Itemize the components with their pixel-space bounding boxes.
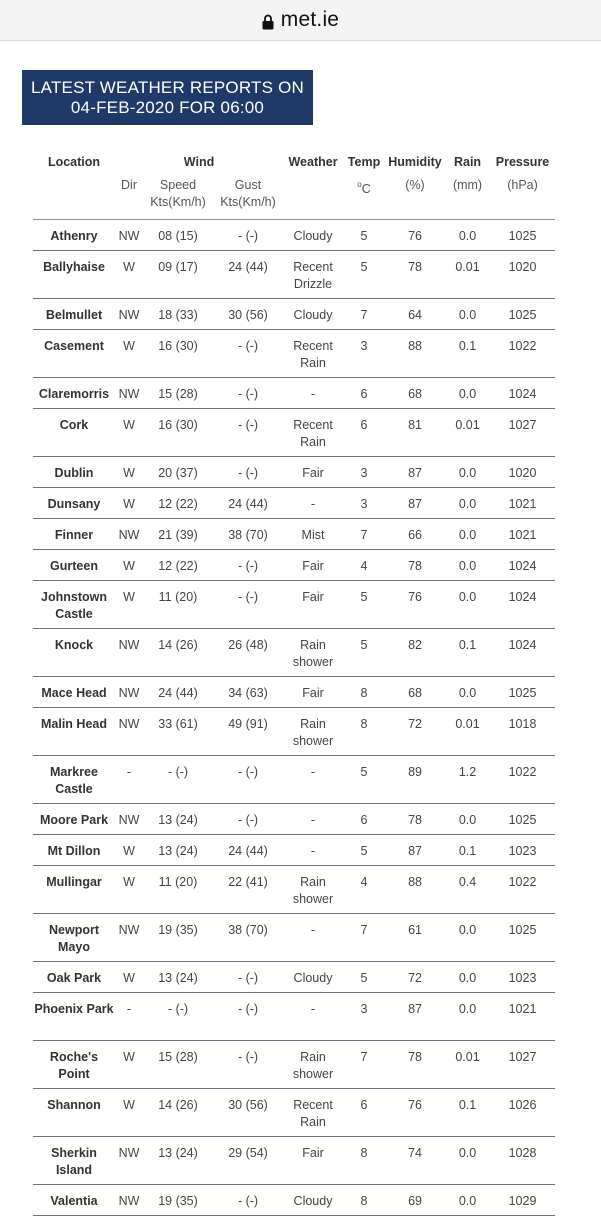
cell-temp: 3 — [343, 993, 385, 1041]
cell-rain: 0.0 — [445, 378, 490, 409]
cell-humidity: 68 — [385, 677, 445, 708]
cell-wind-gust: 30 (56) — [213, 299, 283, 330]
cell-wind-dir: NW — [115, 1185, 143, 1216]
cell-location: Ballyhaise — [33, 251, 115, 299]
cell-pressure: 1025 — [490, 220, 555, 251]
cell-humidity: 69 — [385, 1185, 445, 1216]
cell-rain: 0.0 — [445, 519, 490, 550]
cell-humidity: 87 — [385, 993, 445, 1041]
cell-temp: 5 — [343, 962, 385, 993]
cell-humidity: 72 — [385, 962, 445, 993]
cell-wind-gust: - (-) — [213, 1041, 283, 1089]
cell-wind-speed: 19 (35) — [143, 914, 213, 962]
cell-wind-speed: 13 (24) — [143, 835, 213, 866]
table-row — [33, 804, 555, 835]
lock-icon — [262, 12, 274, 28]
cell-location: Casement — [33, 330, 115, 378]
cell-humidity: 78 — [385, 251, 445, 299]
cell-location: Athenry — [33, 220, 115, 251]
subheader-pressure-unit: (hPa) — [490, 176, 555, 220]
cell-wind-dir: W — [115, 330, 143, 378]
cell-temp: 5 — [343, 835, 385, 866]
cell-wind-speed: 18 (33) — [143, 299, 213, 330]
cell-weather: Rain shower — [283, 1041, 343, 1089]
cell-wind-speed: - (-) — [143, 756, 213, 804]
cell-location: Sherkin Island — [33, 1137, 115, 1185]
cell-pressure: 1020 — [490, 457, 555, 488]
url-display[interactable] — [262, 8, 339, 32]
table-row — [33, 409, 555, 457]
header-location: Location — [47, 155, 101, 169]
cell-wind-speed: 12 (22) — [143, 550, 213, 581]
table-row — [33, 581, 555, 629]
cell-wind-speed: - (-) — [143, 993, 213, 1041]
browser-address-bar[interactable] — [0, 0, 601, 41]
cell-weather: Recent Rain — [283, 409, 343, 457]
cell-temp: 7 — [343, 914, 385, 962]
subheader-weather-empty — [283, 176, 343, 220]
cell-wind-dir: W — [115, 962, 143, 993]
cell-wind-gust: - (-) — [213, 962, 283, 993]
cell-pressure: 1024 — [490, 629, 555, 677]
cell-wind-dir: W — [115, 866, 143, 914]
table-row — [33, 519, 555, 550]
cell-temp: 8 — [343, 1137, 385, 1185]
cell-wind-dir: W — [115, 1089, 143, 1137]
cell-location: Dunsany — [33, 488, 115, 519]
cell-wind-dir: NW — [115, 677, 143, 708]
cell-wind-gust: 38 (70) — [213, 519, 283, 550]
subheader-rain-unit: (mm) — [445, 176, 490, 220]
cell-pressure: 1025 — [490, 677, 555, 708]
cell-wind-gust: - (-) — [213, 330, 283, 378]
cell-wind-gust: - (-) — [213, 378, 283, 409]
cell-temp: 3 — [343, 488, 385, 519]
table-row — [33, 457, 555, 488]
cell-temp: 6 — [343, 378, 385, 409]
cell-temp: 4 — [343, 866, 385, 914]
cell-pressure: 1024 — [490, 581, 555, 629]
cell-rain: 0.01 — [445, 409, 490, 457]
table-row — [33, 488, 555, 519]
cell-pressure: 1021 — [490, 993, 555, 1041]
banner-title-line1: LATEST WEATHER REPORTS ON — [31, 78, 304, 97]
cell-pressure: 1022 — [490, 756, 555, 804]
cell-location: Dublin — [33, 457, 115, 488]
cell-pressure: 1022 — [490, 330, 555, 378]
cell-pressure: 1025 — [490, 804, 555, 835]
table-row — [33, 251, 555, 299]
cell-wind-speed: 33 (61) — [143, 708, 213, 756]
cell-weather: - — [283, 993, 343, 1041]
cell-wind-dir: NW — [115, 629, 143, 677]
cell-wind-dir: W — [115, 835, 143, 866]
cell-wind-gust: 26 (48) — [213, 629, 283, 677]
header-weather: Weather — [288, 155, 338, 169]
cell-wind-gust: 49 (91) — [213, 708, 283, 756]
cell-humidity: 88 — [385, 866, 445, 914]
cell-rain: 0.0 — [445, 1137, 490, 1185]
cell-rain: 0.1 — [445, 330, 490, 378]
cell-weather: - — [283, 488, 343, 519]
cell-location: Knock — [33, 629, 115, 677]
cell-temp: 8 — [343, 1185, 385, 1216]
cell-wind-speed: 15 (28) — [143, 378, 213, 409]
cell-rain: 0.1 — [445, 1089, 490, 1137]
cell-wind-dir: NW — [115, 708, 143, 756]
cell-weather: Fair — [283, 1137, 343, 1185]
cell-rain: 0.01 — [445, 1041, 490, 1089]
cell-weather: Fair — [283, 677, 343, 708]
cell-rain: 0.0 — [445, 993, 490, 1041]
cell-humidity: 81 — [385, 409, 445, 457]
subheader-temp-unit — [343, 176, 385, 220]
cell-wind-dir: W — [115, 581, 143, 629]
cell-weather: Cloudy — [283, 1185, 343, 1216]
cell-rain: 0.4 — [445, 866, 490, 914]
cell-weather: Cloudy — [283, 962, 343, 993]
cell-temp: 6 — [343, 1089, 385, 1137]
cell-humidity: 78 — [385, 804, 445, 835]
cell-wind-dir: NW — [115, 804, 143, 835]
cell-rain: 0.01 — [445, 708, 490, 756]
cell-wind-speed: 15 (28) — [143, 1041, 213, 1089]
cell-wind-speed: 08 (15) — [143, 220, 213, 251]
table-row — [33, 220, 555, 251]
cell-wind-dir: W — [115, 409, 143, 457]
subheader-gust — [213, 176, 283, 220]
table-row — [33, 378, 555, 409]
cell-rain: 0.1 — [445, 629, 490, 677]
cell-humidity: 78 — [385, 550, 445, 581]
cell-wind-dir: W — [115, 1041, 143, 1089]
cell-rain: 0.0 — [445, 299, 490, 330]
header-temp: Temp — [347, 155, 381, 169]
cell-wind-dir: - — [115, 993, 143, 1041]
cell-wind-speed: 12 (22) — [143, 488, 213, 519]
table-subheader-row — [33, 176, 555, 220]
table-row — [33, 677, 555, 708]
cell-wind-gust: 24 (44) — [213, 835, 283, 866]
cell-location: Finner — [33, 519, 115, 550]
cell-pressure: 1023 — [490, 835, 555, 866]
cell-location: Gurteen — [33, 550, 115, 581]
cell-wind-dir: W — [115, 251, 143, 299]
cell-location: Oak Park — [33, 962, 115, 993]
cell-humidity: 78 — [385, 1041, 445, 1089]
cell-wind-speed: 13 (24) — [143, 1137, 213, 1185]
cell-temp: 4 — [343, 550, 385, 581]
celsius-label: C — [361, 182, 371, 197]
cell-location: Mullingar — [33, 866, 115, 914]
subheader-speed — [143, 176, 213, 220]
table-row — [33, 993, 555, 1041]
cell-wind-gust: - (-) — [213, 993, 283, 1041]
cell-humidity: 66 — [385, 519, 445, 550]
report-title-banner — [22, 70, 313, 125]
table-row — [33, 1089, 555, 1137]
cell-humidity: 68 — [385, 378, 445, 409]
cell-wind-gust: - (-) — [213, 756, 283, 804]
cell-humidity: 72 — [385, 708, 445, 756]
header-rain: Rain — [453, 155, 482, 169]
cell-pressure: 1018 — [490, 708, 555, 756]
cell-weather: Fair — [283, 457, 343, 488]
cell-rain: 0.1 — [445, 835, 490, 866]
cell-temp: 8 — [343, 708, 385, 756]
cell-rain: 0.0 — [445, 581, 490, 629]
cell-wind-gust: - (-) — [213, 409, 283, 457]
cell-location: Claremorris — [33, 378, 115, 409]
cell-wind-gust: - (-) — [213, 457, 283, 488]
cell-humidity: 87 — [385, 457, 445, 488]
cell-weather: Cloudy — [283, 220, 343, 251]
cell-wind-speed: 19 (35) — [143, 1185, 213, 1216]
cell-rain: 0.0 — [445, 804, 490, 835]
table-row — [33, 1041, 555, 1089]
cell-weather: - — [283, 378, 343, 409]
url-text: met.ie — [280, 8, 340, 31]
cell-location: Markree Castle — [33, 756, 115, 804]
cell-pressure: 1024 — [490, 550, 555, 581]
subheader-speed-unit: Kts(Km/h) — [150, 195, 206, 209]
cell-weather: Rain shower — [283, 629, 343, 677]
cell-temp: 7 — [343, 1041, 385, 1089]
cell-pressure: 1021 — [490, 519, 555, 550]
cell-humidity: 82 — [385, 629, 445, 677]
cell-temp: 3 — [343, 330, 385, 378]
cell-wind-gust: - (-) — [213, 550, 283, 581]
cell-rain: 0.01 — [445, 251, 490, 299]
cell-wind-speed: 13 (24) — [143, 804, 213, 835]
header-pressure: Pressure — [495, 155, 550, 169]
cell-pressure: 1024 — [490, 378, 555, 409]
cell-wind-dir: NW — [115, 378, 143, 409]
subheader-gust-unit: Kts(Km/h) — [220, 195, 276, 209]
cell-humidity: 61 — [385, 914, 445, 962]
cell-wind-speed: 11 (20) — [143, 866, 213, 914]
table-row — [33, 1137, 555, 1185]
cell-temp: 5 — [343, 581, 385, 629]
table-row — [33, 914, 555, 962]
cell-wind-gust: 24 (44) — [213, 251, 283, 299]
table-row — [33, 962, 555, 993]
cell-weather: Cloudy — [283, 299, 343, 330]
cell-temp: 5 — [343, 220, 385, 251]
cell-humidity: 64 — [385, 299, 445, 330]
cell-wind-speed: 11 (20) — [143, 581, 213, 629]
header-humidity: Humidity — [388, 155, 442, 169]
cell-wind-speed: 09 (17) — [143, 251, 213, 299]
cell-wind-gust: 34 (63) — [213, 677, 283, 708]
cell-weather: Rain shower — [283, 866, 343, 914]
table-row — [33, 299, 555, 330]
table-row — [33, 708, 555, 756]
cell-wind-speed: 24 (44) — [143, 677, 213, 708]
cell-location: Roche's Point — [33, 1041, 115, 1089]
cell-pressure: 1026 — [490, 1089, 555, 1137]
table-row — [33, 550, 555, 581]
cell-humidity: 74 — [385, 1137, 445, 1185]
cell-location: Valentia — [33, 1185, 115, 1216]
cell-wind-dir: - — [115, 756, 143, 804]
table-row — [33, 835, 555, 866]
cell-humidity: 76 — [385, 581, 445, 629]
cell-humidity: 76 — [385, 220, 445, 251]
cell-wind-dir: NW — [115, 220, 143, 251]
cell-weather: - — [283, 835, 343, 866]
header-wind: Wind — [183, 155, 215, 169]
cell-location: Malin Head — [33, 708, 115, 756]
cell-pressure: 1025 — [490, 914, 555, 962]
cell-rain: 0.0 — [445, 457, 490, 488]
cell-pressure: 1027 — [490, 409, 555, 457]
cell-location: Moore Park — [33, 804, 115, 835]
banner-title-line2: 04-FEB-2020 FOR 06:00 — [70, 98, 265, 117]
cell-wind-speed: 14 (26) — [143, 629, 213, 677]
cell-wind-dir: W — [115, 488, 143, 519]
weather-reports-table — [33, 148, 555, 1216]
cell-rain: 0.0 — [445, 914, 490, 962]
cell-wind-gust: - (-) — [213, 804, 283, 835]
cell-weather: Rain shower — [283, 708, 343, 756]
cell-wind-dir: W — [115, 550, 143, 581]
cell-weather: - — [283, 914, 343, 962]
subheader-gust-label: Gust — [234, 178, 262, 192]
cell-rain: 0.0 — [445, 550, 490, 581]
cell-rain: 0.0 — [445, 488, 490, 519]
table-row — [33, 866, 555, 914]
cell-pressure: 1029 — [490, 1185, 555, 1216]
table-row — [33, 756, 555, 804]
cell-location: Shannon — [33, 1089, 115, 1137]
cell-weather: - — [283, 756, 343, 804]
table-row — [33, 330, 555, 378]
subheader-speed-label: Speed — [159, 178, 197, 192]
cell-rain: 0.0 — [445, 677, 490, 708]
cell-location: Newport Mayo — [33, 914, 115, 962]
subheader-humidity-unit: (%) — [385, 176, 445, 220]
cell-wind-dir: NW — [115, 519, 143, 550]
cell-weather: Recent Rain — [283, 1089, 343, 1137]
cell-rain: 0.0 — [445, 962, 490, 993]
cell-location: Belmullet — [33, 299, 115, 330]
cell-weather: - — [283, 804, 343, 835]
cell-wind-gust: - (-) — [213, 1185, 283, 1216]
degree-sign: o — [357, 180, 362, 189]
cell-wind-speed: 13 (24) — [143, 962, 213, 993]
cell-pressure: 1025 — [490, 299, 555, 330]
cell-weather: Fair — [283, 581, 343, 629]
cell-wind-gust: 29 (54) — [213, 1137, 283, 1185]
cell-wind-gust: 30 (56) — [213, 1089, 283, 1137]
cell-wind-dir: NW — [115, 299, 143, 330]
cell-humidity: 87 — [385, 488, 445, 519]
cell-location: Mt Dillon — [33, 835, 115, 866]
cell-weather: Fair — [283, 550, 343, 581]
cell-rain: 0.0 — [445, 220, 490, 251]
cell-wind-gust: 24 (44) — [213, 488, 283, 519]
cell-temp: 3 — [343, 457, 385, 488]
cell-humidity: 76 — [385, 1089, 445, 1137]
cell-weather: Recent Drizzle — [283, 251, 343, 299]
cell-wind-gust: - (-) — [213, 220, 283, 251]
cell-wind-gust: - (-) — [213, 581, 283, 629]
cell-location: Phoenix Park — [33, 993, 115, 1041]
cell-location: Cork — [33, 409, 115, 457]
cell-wind-dir: NW — [115, 1137, 143, 1185]
cell-temp: 7 — [343, 299, 385, 330]
cell-wind-speed: 14 (26) — [143, 1089, 213, 1137]
cell-temp: 5 — [343, 629, 385, 677]
cell-location: Johnstown Castle — [33, 581, 115, 629]
cell-wind-dir: W — [115, 457, 143, 488]
cell-weather: Mist — [283, 519, 343, 550]
cell-rain: 0.0 — [445, 1185, 490, 1216]
cell-pressure: 1021 — [490, 488, 555, 519]
cell-temp: 5 — [343, 756, 385, 804]
cell-temp: 7 — [343, 519, 385, 550]
table-header-row — [33, 148, 555, 176]
cell-temp: 8 — [343, 677, 385, 708]
cell-wind-speed: 16 (30) — [143, 409, 213, 457]
cell-pressure: 1023 — [490, 962, 555, 993]
subheader-location-empty — [33, 176, 115, 220]
cell-wind-dir: NW — [115, 914, 143, 962]
cell-temp: 6 — [343, 804, 385, 835]
cell-humidity: 88 — [385, 330, 445, 378]
table-row — [33, 1185, 555, 1216]
cell-pressure: 1020 — [490, 251, 555, 299]
cell-pressure: 1028 — [490, 1137, 555, 1185]
cell-pressure: 1022 — [490, 866, 555, 914]
cell-wind-speed: 16 (30) — [143, 330, 213, 378]
table-row — [33, 629, 555, 677]
cell-wind-gust: 38 (70) — [213, 914, 283, 962]
cell-wind-speed: 21 (39) — [143, 519, 213, 550]
cell-weather: Recent Rain — [283, 330, 343, 378]
cell-wind-gust: 22 (41) — [213, 866, 283, 914]
subheader-dir: Dir — [115, 176, 143, 220]
cell-location: Mace Head — [33, 677, 115, 708]
cell-humidity: 87 — [385, 835, 445, 866]
cell-temp: 6 — [343, 409, 385, 457]
cell-humidity: 89 — [385, 756, 445, 804]
cell-temp: 5 — [343, 251, 385, 299]
cell-wind-speed: 20 (37) — [143, 457, 213, 488]
cell-rain: 1.2 — [445, 756, 490, 804]
cell-pressure: 1027 — [490, 1041, 555, 1089]
